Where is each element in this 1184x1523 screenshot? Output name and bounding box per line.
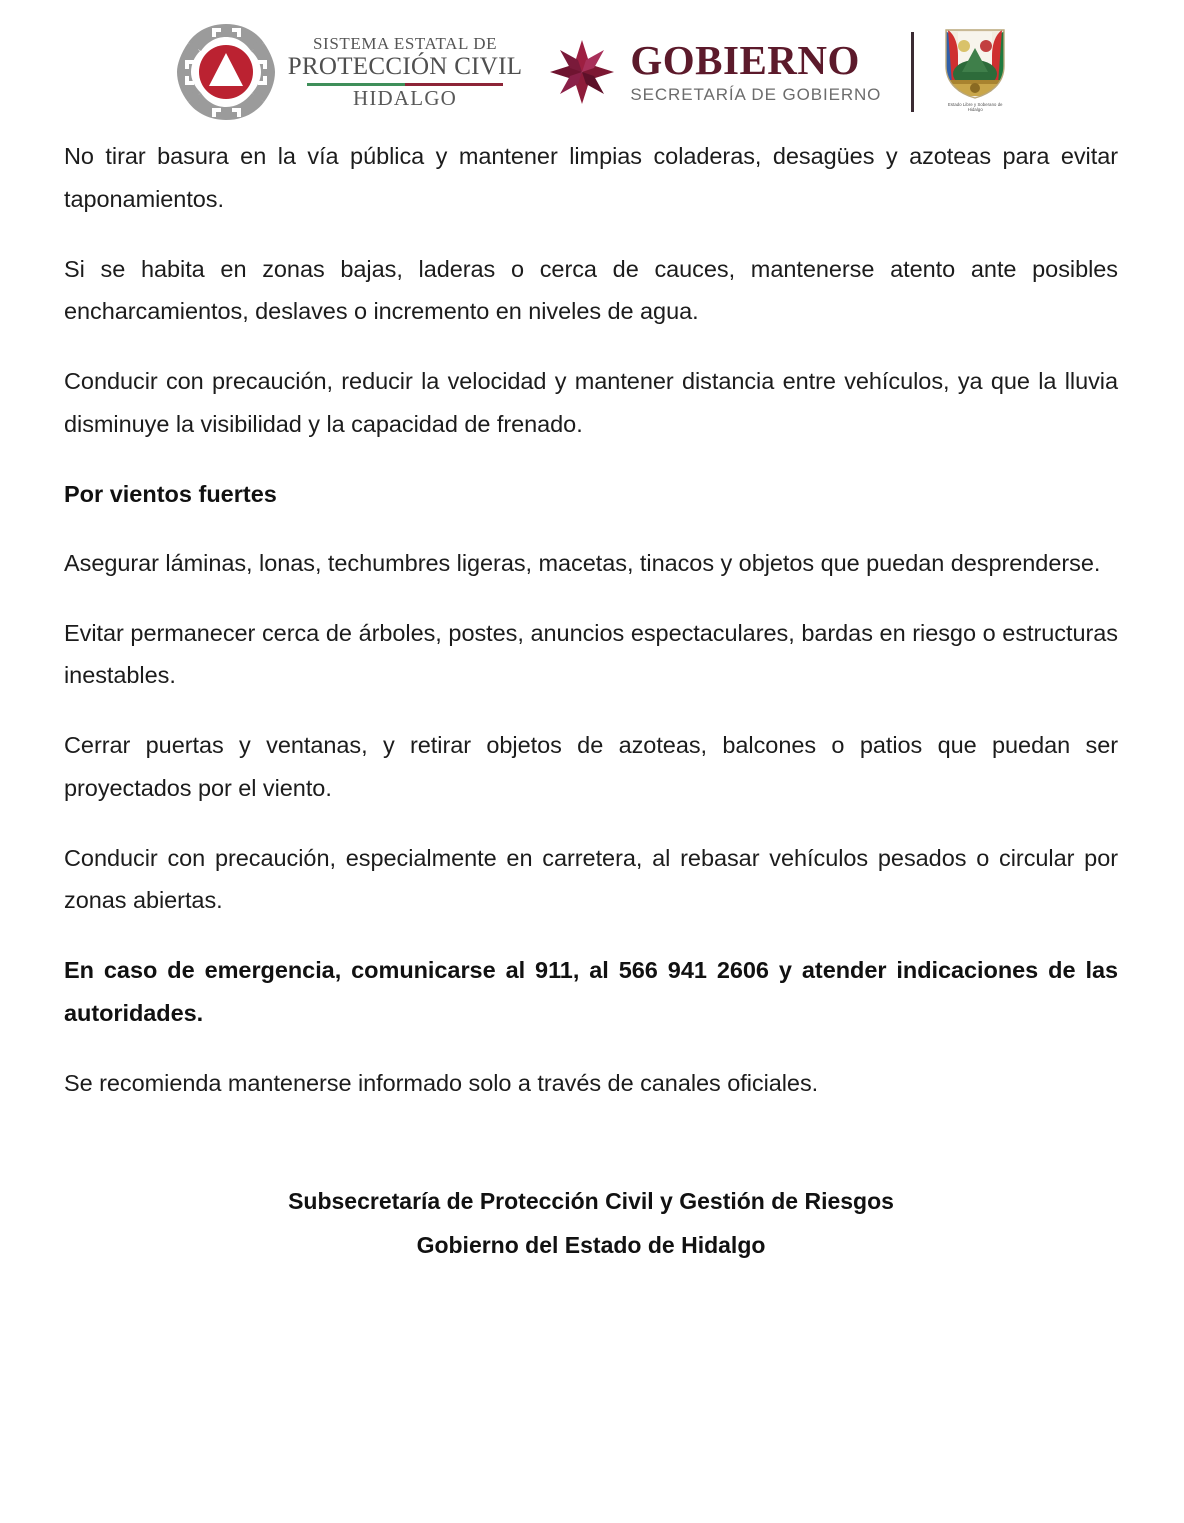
emergency-notice: En caso de emergencia, comunicarse al 911, al 566 941 2606 y atender indicaciones de las autoridades. xyxy=(64,957,1118,1027)
signature-line-1: Subsecretaría de Protección Civil y Gestión de Riesgos xyxy=(288,1187,894,1214)
signature-block xyxy=(64,1179,1118,1269)
pc-line-2: PROTECCIÓN CIVIL xyxy=(287,52,523,80)
pc-line-3: HIDALGO xyxy=(353,85,458,110)
pc-line-1: SISTEMA ESTATAL DE xyxy=(313,34,498,54)
document-header xyxy=(0,0,1184,135)
paragraph-conducir-precaucion: Conducir con precaución, reducir la velocidad y mantener distancia entre vehículos, ya que la lluvia disminuye la visibilidad y la capacidad de frenado. xyxy=(64,368,1118,437)
paragraph-conducir-carretera: Conducir con precaución, especialmente en carretera, al rebasar vehículos pesados o circular por zonas abiertas. xyxy=(64,844,1118,914)
signature-line-2: Gobierno del Estado de Hidalgo xyxy=(416,1232,766,1259)
paragraph-zonas-bajas: Si se habita en zonas bajas, laderas o cerca de cauces, mantenerse atento ante posibles encharcamientos, deslaves o incremento en niveles de agua. xyxy=(64,255,1118,325)
gobierno-logo xyxy=(548,38,881,106)
gobierno-subtitle: SECRETARÍA DE GOBIERNO xyxy=(630,85,882,104)
vertical-divider-icon xyxy=(911,32,914,112)
gobierno-star-icon xyxy=(548,38,616,106)
document-body xyxy=(0,135,1184,1268)
proteccion-civil-wordmark xyxy=(288,33,523,110)
paragraph-asegurar-laminas: Asegurar láminas, lonas, techumbres ligeras, macetas, tinacos y objetos que puedan desprenderse. xyxy=(64,549,1101,576)
hidalgo-shield-caption: Estado Libre y Soberano de Hidalgo xyxy=(948,101,1003,112)
hidalgo-coat-of-arms-icon xyxy=(938,26,1012,118)
paragraph-no-tirar-basura: No tirar basura en la vía pública y mantener limpias coladeras, desagües y azoteas para evitar taponamientos. xyxy=(64,143,1118,212)
paragraph-cerrar-puertas: Cerrar puertas y ventanas, y retirar objetos de azoteas, balcones o patios que puedan ser proyectados por el viento. xyxy=(64,732,1118,801)
proteccion-civil-logo xyxy=(172,20,523,124)
gobierno-wordmark xyxy=(630,37,882,104)
closing-note: Se recomienda mantenerse informado solo a través de canales oficiales. xyxy=(64,1069,819,1096)
gobierno-title: GOBIERNO xyxy=(630,37,860,83)
paragraph-evitar-arboles: Evitar permanecer cerca de árboles, postes, anuncios espectaculares, bardas en riesgo o estructuras inestables. xyxy=(64,619,1118,689)
proteccion-civil-emblem-icon xyxy=(172,20,280,124)
section-heading-vientos-fuertes: Por vientos fuertes xyxy=(64,480,277,507)
